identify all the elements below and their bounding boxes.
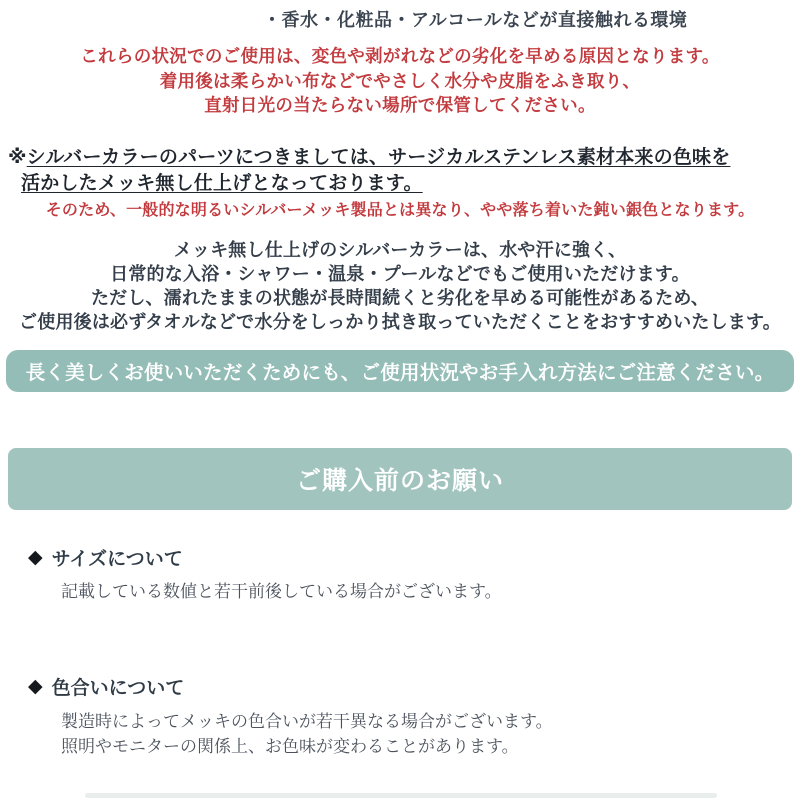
usage-line: ご使用後は必ずタオルなどで水分をしっかり拭き取っていただくことをおすすめいたします。 <box>19 312 781 332</box>
color-section-heading <box>28 673 184 700</box>
size-section-body <box>61 579 502 604</box>
highlight-band-text: 長く美しくお使いいただくためにも、ご使用状況やお手入れ方法にご注意ください。 <box>25 362 775 384</box>
color-body-line: 照明やモニターの関係上、お色味が変わることがあります。 <box>61 737 519 756</box>
silver-note-line <box>8 145 730 171</box>
size-heading-label: サイズについて <box>51 549 183 570</box>
warning-line: 直射日光の当たらない場所で保管してください。 <box>204 95 596 115</box>
care-highlight-band <box>6 350 794 392</box>
note-asterisk-marker: ※ <box>8 147 27 168</box>
diamond-bullet-icon: ◆ <box>28 676 43 697</box>
silver-color-note <box>8 145 730 197</box>
size-body-line: 記載している数値と若干前後している場合がございます。 <box>61 582 502 601</box>
pre-purchase-banner <box>8 448 792 510</box>
diamond-bullet-icon: ◆ <box>28 547 43 568</box>
color-heading-label: 色合いについて <box>51 678 185 699</box>
silver-note-line <box>21 171 730 197</box>
usage-line: メッキ無し仕上げのシルバーカラーは、水や汗に強く、 <box>173 240 627 260</box>
usage-line: ただし、濡れたままの状態が長時間続くと劣化を早める可能性があるため、 <box>90 288 710 308</box>
silver-color-sub-warning: そのため、一般的な明るいシルバーメッキ製品とは異なり、やや落ち着いた鈍い銀色となります。 <box>45 202 755 219</box>
color-section-body <box>61 709 553 759</box>
warning-line: これらの状況でのご使用は、変色や剥がれなどの劣化を早める原因となります。 <box>80 46 720 66</box>
deterioration-warning-block <box>0 44 800 118</box>
pre-purchase-banner-title: ご購入前のお願い <box>295 467 504 495</box>
silver-note-underlined-text: シルバーカラーのパーツにつきましては、サージカルステンレス素材本来の色味を <box>26 147 731 168</box>
usage-line: 日常的な入浴・シャワー・温泉・プールなどでもご使用いただけます。 <box>110 264 690 284</box>
next-section-edge <box>85 793 717 798</box>
usage-instructions-block <box>0 238 800 334</box>
size-section-heading <box>28 544 183 571</box>
environment-list-item: ・香水・化粧品・アルコールなどが直接触れる環境 <box>263 10 688 30</box>
color-body-line: 製造時によってメッキの色合いが若干異なる場合がございます。 <box>61 712 553 731</box>
warning-line: 着用後は柔らかい布などでやさしく水分や皮脂をふき取り、 <box>159 70 641 91</box>
silver-note-underlined-text: 活かしたメッキ無し仕上げとなっております。 <box>21 173 423 194</box>
